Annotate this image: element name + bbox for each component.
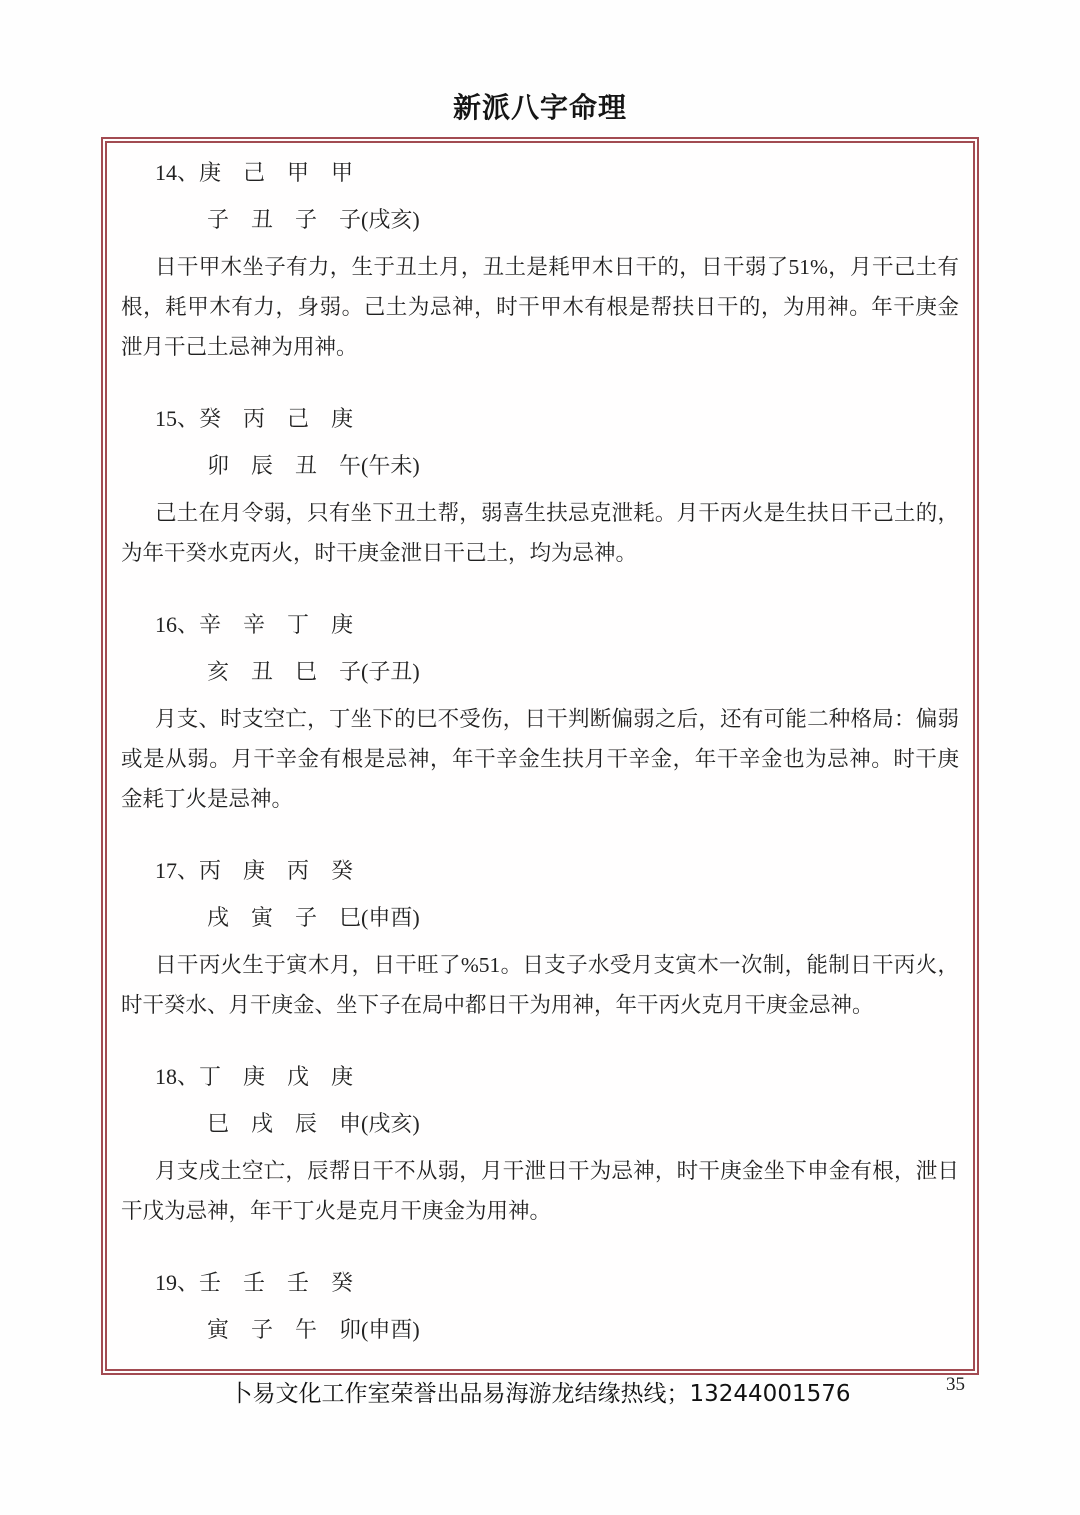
entry-stems-line: 15、癸 丙 己 庚 (155, 406, 354, 431)
footer-publisher-hotline: 卜易文化工作室荣誉出品易海游龙结缘热线；13244001576 (229, 1381, 851, 1407)
entry-stems-line: 18、丁 庚 戊 庚 (155, 1064, 354, 1089)
bazi-entry (117, 855, 963, 1025)
entry-branches-line: 亥 丑 巳 子(子丑) (207, 659, 420, 684)
page-number: 35 (946, 1374, 965, 1395)
entry-branches-line: 子 丑 子 子(戌亥) (207, 207, 420, 232)
bazi-entry (117, 157, 963, 367)
entry-stems-line: 19、壬 壬 壬 癸 (155, 1270, 354, 1295)
entry-analysis: 月支、时支空亡，丁坐下的巳不受伤，日干判断偏弱之后，还有可能二种格局：偏弱或是从弱。月干辛金有根是忌神，年干辛金生扶月干辛金，年干辛金也为忌神。时干庚金耗丁火是忌神。 (121, 707, 959, 811)
bazi-entry (117, 609, 963, 819)
entry-stems-line: 16、辛 辛 丁 庚 (155, 612, 354, 637)
bazi-entry (117, 1267, 963, 1346)
bazi-entry (117, 403, 963, 573)
content-border-box (101, 137, 979, 1375)
entry-stems-line: 17、丙 庚 丙 癸 (155, 858, 354, 883)
entry-analysis: 己土在月令弱，只有坐下丑土帮，弱喜生扶忌克泄耗。月干丙火是生扶日干己土的，为年干癸水克丙火，时干庚金泄日干己土，均为忌神。 (121, 501, 959, 565)
entry-branches-line: 卯 辰 丑 午(午未) (207, 453, 420, 478)
entry-analysis: 日干甲木坐子有力，生于丑土月，丑土是耗甲木日干的，日干弱了51%，月干己土有根，耗甲木有力，身弱。己土为忌神，时干甲木有根是帮扶日干的，为用神。年干庚金泄月干己土忌神为用神。 (121, 255, 959, 359)
entry-branches-line: 巳 戌 辰 申(戌亥) (207, 1111, 420, 1136)
entry-analysis: 月支戌土空亡，辰帮日干不从弱，月干泄日干为忌神，时干庚金坐下申金有根，泄日干戊为忌神，年干丁火是克月干庚金为用神。 (121, 1159, 959, 1223)
entry-branches-line: 戌 寅 子 巳(申酉) (207, 905, 420, 930)
entry-branches-line: 寅 子 午 卯(申酉) (207, 1317, 420, 1342)
entry-stems-line: 14、庚 己 甲 甲 (155, 160, 354, 185)
entry-analysis: 日干丙火生于寅木月，日干旺了%51。日支子水受月支寅木一次制，能制日干丙火，时干癸水、月干庚金、坐下子在局中都日干为用神，年干丙火克月干庚金忌神。 (121, 953, 959, 1017)
bazi-entry (117, 1061, 963, 1231)
page-title: 新派八字命理 (452, 91, 627, 124)
